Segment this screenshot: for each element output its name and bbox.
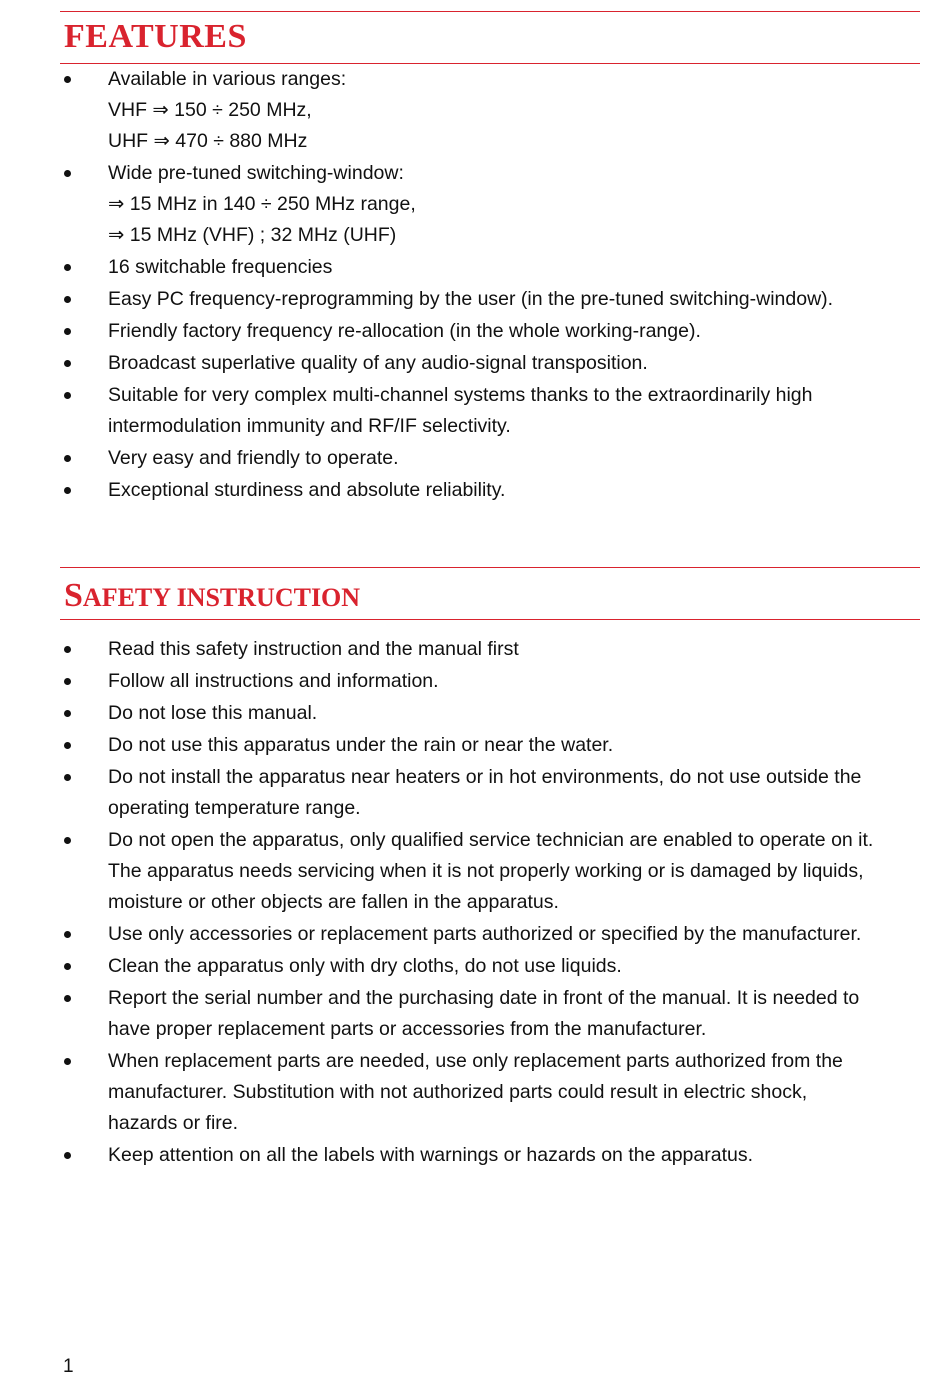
safety-item-text: operating temperature range. <box>108 797 361 819</box>
feature-item-text: Easy PC frequency-reprogramming by the user (in the pre-tuned switching-window). <box>108 288 834 310</box>
bullet-icon <box>64 296 71 303</box>
safety-list <box>60 634 920 1172</box>
feature-item-text: VHF ⇒ 150 ÷ 250 MHz, <box>108 99 312 121</box>
safety-item <box>60 825 920 918</box>
safety-item <box>60 1046 920 1139</box>
feature-item <box>60 64 920 157</box>
safety-item <box>60 730 920 761</box>
bullet-icon <box>64 1152 71 1159</box>
feature-item-text: Exceptional sturdiness and absolute reliability. <box>108 479 506 501</box>
safety-item-text: Do not install the apparatus near heaters or in hot environments, do not use outside the <box>108 766 862 788</box>
bullet-icon <box>64 487 71 494</box>
safety-title-rest: AFETY INSTRUCTION <box>82 583 361 612</box>
safety-item-text: moisture or other objects are fallen in the apparatus. <box>108 891 559 913</box>
safety-item <box>60 762 920 824</box>
feature-item-text: Wide pre-tuned switching-window: <box>108 162 404 184</box>
page-number: 1 <box>63 1356 74 1377</box>
safety-item-text: Clean the apparatus only with dry cloths, do not use liquids. <box>108 955 622 977</box>
feature-item <box>60 284 920 315</box>
safety-item-text: Do not lose this manual. <box>108 702 318 724</box>
feature-item-text: Available in various ranges: <box>108 68 347 90</box>
safety-item-text: Do not use this apparatus under the rain or near the water. <box>108 734 614 756</box>
feature-item-text: Friendly factory frequency re-allocation (in the whole working-range). <box>108 320 701 342</box>
bullet-icon <box>64 931 71 938</box>
bullet-icon <box>64 392 71 399</box>
safety-item-text: Use only accessories or replacement parts authorized or specified by the manufacturer. <box>108 923 862 945</box>
safety-item-text: Follow all instructions and information. <box>108 670 439 692</box>
bullet-icon <box>64 646 71 653</box>
safety-item <box>60 983 920 1045</box>
feature-item-text: intermodulation immunity and RF/IF selectivity. <box>108 415 511 437</box>
safety-item <box>60 634 920 665</box>
feature-item <box>60 316 920 347</box>
safety-header <box>60 567 920 620</box>
features-list <box>60 64 920 507</box>
feature-item <box>60 443 920 474</box>
bullet-icon <box>64 170 71 177</box>
features-title: FEATURES <box>64 18 247 55</box>
bullet-icon <box>64 264 71 271</box>
feature-item-text: UHF ⇒ 470 ÷ 880 MHz <box>108 130 308 152</box>
feature-item <box>60 158 920 251</box>
safety-title <box>64 577 360 615</box>
bullet-icon <box>64 678 71 685</box>
safety-item <box>60 666 920 697</box>
feature-item-text: ⇒ 15 MHz (VHF) ; 32 MHz (UHF) <box>108 224 397 246</box>
bullet-icon <box>64 1058 71 1065</box>
bullet-icon <box>64 742 71 749</box>
feature-item-text: Broadcast superlative quality of any audio-signal transposition. <box>108 352 648 374</box>
safety-item <box>60 951 920 982</box>
features-header <box>60 11 920 64</box>
bullet-icon <box>64 710 71 717</box>
bullet-icon <box>64 455 71 462</box>
feature-item <box>60 348 920 379</box>
bullet-icon <box>64 963 71 970</box>
feature-item-text: Suitable for very complex multi-channel systems thanks to the extraordinarily high <box>108 384 813 406</box>
bullet-icon <box>64 328 71 335</box>
bullet-icon <box>64 774 71 781</box>
safety-item-text: manufacturer. Substitution with not authorized parts could result in electric shock, <box>108 1081 808 1103</box>
bullet-icon <box>64 837 71 844</box>
feature-item <box>60 380 920 442</box>
safety-item <box>60 1140 920 1171</box>
safety-title-initial: S <box>64 577 83 614</box>
safety-item <box>60 919 920 950</box>
safety-item-text: hazards or fire. <box>108 1112 239 1134</box>
feature-item <box>60 252 920 283</box>
feature-item-text: ⇒ 15 MHz in 140 ÷ 250 MHz range, <box>108 193 416 215</box>
safety-item-text: have proper replacement parts or accessories from the manufacturer. <box>108 1018 707 1040</box>
bullet-icon <box>64 995 71 1002</box>
safety-item-text: When replacement parts are needed, use only replacement parts authorized from the <box>108 1050 843 1072</box>
safety-item <box>60 698 920 729</box>
bullet-icon <box>64 360 71 367</box>
feature-item-text: 16 switchable frequencies <box>108 256 333 278</box>
feature-item-text: Very easy and friendly to operate. <box>108 447 399 469</box>
feature-item <box>60 475 920 506</box>
bullet-icon <box>64 76 71 83</box>
safety-item-text: Report the serial number and the purchasing date in front of the manual. It is needed to <box>108 987 860 1009</box>
safety-item-text: The apparatus needs servicing when it is not properly working or is damaged by liquids, <box>108 860 864 882</box>
safety-item-text: Read this safety instruction and the manual first <box>108 638 519 660</box>
safety-item-text: Keep attention on all the labels with warnings or hazards on the apparatus. <box>108 1144 753 1166</box>
safety-item-text: Do not open the apparatus, only qualified service technician are enabled to operate on it. <box>108 829 874 851</box>
